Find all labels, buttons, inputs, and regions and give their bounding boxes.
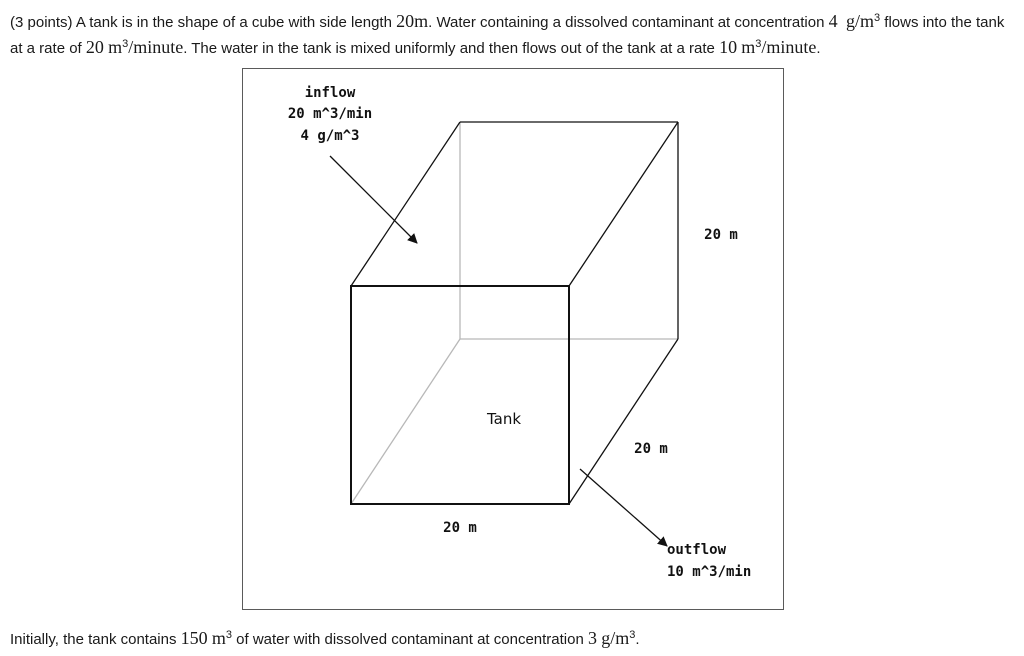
edge-bottom-right: [569, 339, 678, 504]
tank-label: Tank: [486, 410, 522, 428]
side-length-value: 20: [396, 11, 415, 31]
outflow-rate-value: 10: [719, 37, 738, 57]
initial-volume-unit: m: [211, 628, 226, 648]
inflow-concentration-label: 4 g/m^3: [300, 128, 360, 144]
initial-concentration-unit: g/m: [601, 628, 630, 648]
problem-statement: (3 points) A tank is in the shape of a cube with side length 20m. Water containing a dissolved contaminant at concentration 4 $g/m^3$ flows into the tank at a rate of 20 $m^3$/minute. The water in the tank is mixed uniformly and then flows out of the tank at a rate 10 $m^3$/minute.: [10, 11, 1005, 57]
problem-text-3: flows into the tank at a rate of: [10, 14, 1005, 57]
height-dimension-label: 20 m: [704, 227, 738, 243]
outflow-label: outflow: [667, 542, 727, 558]
outflow-arrow: [580, 469, 667, 546]
inflow-rate-value: 20: [85, 37, 104, 57]
depth-dimension-label: 20 m: [634, 441, 668, 457]
inflow-concentration-unit: g/m: [845, 11, 874, 31]
cube-visible-edges: [351, 122, 678, 504]
tank-diagram: [242, 68, 784, 610]
inflow-rate-per: /minute: [128, 37, 184, 57]
initial-volume-value: 150: [180, 628, 208, 648]
edge-top-right: [569, 122, 678, 286]
edge-top-left: [351, 122, 460, 286]
inflow-rate-label: 20 m^3/min: [287, 106, 373, 122]
outflow-rate-per: /minute: [761, 37, 817, 57]
inflow-rate-unit: m: [108, 37, 123, 57]
inflow-concentration-value: 4: [828, 11, 838, 31]
cube-hidden-edges: [351, 122, 678, 504]
initial-condition-text: Initially, the tank contains 150 $m^3$ of water with dissolved contaminant at concentration 3 $g/m^3$.: [10, 628, 640, 648]
problem-text-1: A tank is in the shape of a cube with side length: [75, 14, 392, 31]
footer-text-2: of water with dissolved contaminant at concentration: [236, 631, 584, 648]
footer-text-1: Initially, the tank contains: [10, 631, 177, 648]
inflow-arrow: [330, 156, 417, 243]
outflow-rate-label: 10 m^3/min: [667, 564, 752, 580]
outflow-rate-unit: m: [741, 37, 756, 57]
initial-concentration-value: 3: [588, 628, 598, 648]
problem-period: .: [816, 40, 821, 57]
points-label: (3 points): [10, 14, 73, 31]
problem-text-4: . The water in the tank is mixed uniformly and then flows out of the tank at a rate: [183, 40, 715, 57]
hidden-edge-depth: [351, 339, 460, 504]
side-length-unit: m: [414, 11, 429, 31]
footer-period: .: [635, 631, 640, 648]
inflow-label: inflow: [304, 85, 356, 101]
tank-diagram-svg: [243, 69, 785, 611]
width-dimension-label: 20 m: [443, 520, 477, 536]
problem-text-2: . Water containing a dissolved contaminant at concentration: [428, 14, 825, 31]
